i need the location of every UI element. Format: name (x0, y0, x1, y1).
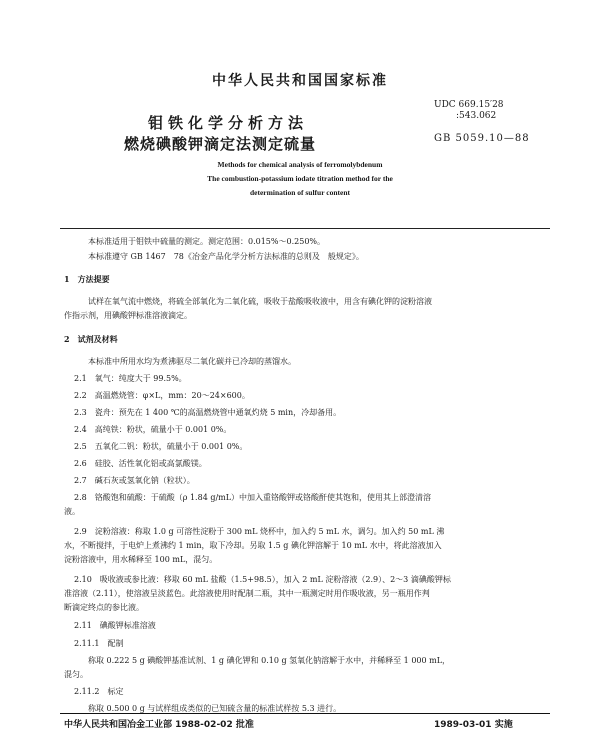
approval-note: 中华人民共和国冶金工业部 1988-02-02 批准 (64, 720, 254, 730)
udc-code: UDC 669.15′28 (434, 100, 504, 110)
english-title-line3: determination of sulfur content (249, 188, 351, 197)
item-2-5: 2.5 五氧化二钒：粉状，硫量小于 0.001 0%。 (74, 442, 248, 451)
item-2-9-cont2: 淀粉溶液中，用水稀释至 100 mL，混匀。 (64, 555, 218, 564)
english-title-line1: Methods for chemical analysis of ferromolybdenum (217, 160, 383, 169)
footer-divider (60, 713, 550, 714)
compliance-paragraph: 本标准遵守 GB 1467 78《冶金产品化学分析方法标准的总则及 般规定》。 (88, 252, 364, 261)
item-2-6: 2.6 硅胶、活性氧化铝或高氯酸镁。 (74, 459, 207, 468)
section-1-text-cont: 作指示剂，用碘酸钾标准溶液滴定。 (64, 311, 192, 320)
item-2-10-cont1: 准溶液（2.11），使溶液呈淡蓝色。此溶液使用时配制二瓶，其中一瓶测定时用作吸收液，另一瓶用作判 (64, 589, 430, 598)
item-2-3: 2.3 瓷舟：预先在 1 400 ℃的高温燃烧管中通氧灼烧 5 min，冷却备用。 (74, 408, 342, 417)
item-2-11-1-text: 称取 0.222 5 g 碘酸钾基准试剂、1 g 碘化钾和 0.10 g 氢氧化钠溶解于水中，并稀释至 1 000 mL， (88, 656, 451, 665)
country-standard-title: 中华人民共和国国家标准 (212, 73, 388, 89)
udc-code-continued: :543.062 (456, 111, 497, 121)
item-2-10: 2.10 吸收液或参比液：移取 60 mL 盐酸（1.5+98.5），加入 2 mL 淀粉溶液（2.9）、2～3 滴碘酸钾标 (74, 575, 451, 584)
item-2-1: 2.1 氧气：纯度大于 99.5%。 (74, 374, 187, 383)
item-2-8: 2.8 铬酸饱和硫酸：于硫酸（ρ 1.84 g/mL）中加入重铬酸钾或铬酸酐使其饱和，使用其上部澄清溶 (74, 493, 432, 502)
english-title-line2: The combustion-potassium iodate titration method for the (207, 174, 393, 183)
section-1-heading: 1 方法提要 (64, 274, 110, 284)
item-2-11-1-text-cont: 混匀。 (64, 670, 88, 679)
item-2-11: 2.11 碘酸钾标准溶液 (74, 621, 156, 630)
header-divider (60, 228, 550, 229)
standard-title-line2: 燃烧碘酸钾滴定法测定硫量 (124, 135, 317, 153)
item-2-4: 2.4 高纯铁：粉状，硫量小于 0.001 0%。 (74, 425, 232, 434)
section-2-intro: 本标准中所用水均为煮沸驱尽二氧化碳并已冷却的蒸馏水。 (88, 357, 296, 366)
item-2-7: 2.7 碱石灰或氢氧化钠（粒状）。 (74, 476, 195, 485)
item-2-8-cont: 液。 (64, 507, 80, 516)
standard-title-line1: 钼铁化学分析方法 (148, 114, 309, 132)
item-2-11-2: 2.11.2 标定 (74, 687, 124, 696)
section-2-heading: 2 试剂及材料 (64, 334, 118, 344)
item-2-11-2-text: 称取 0.500 0 g 与试样组成类似的已知硫含量的标准试样按 5.3 进行。 (88, 704, 342, 713)
item-2-2: 2.2 高温燃烧管：φ×L，mm：20～24×600。 (74, 391, 250, 400)
gb-number: GB 5059.10—88 (434, 133, 530, 144)
item-2-11-1: 2.11.1 配制 (74, 639, 124, 648)
item-2-10-cont2: 断滴定终点的参比液。 (64, 603, 144, 612)
section-1-text: 试样在氧气流中燃烧，将硫全部氧化为二氧化硫，吸收于盐酸吸收液中，用含有碘化钾的淀粉溶液 (88, 297, 432, 306)
item-2-9: 2.9 淀粉溶液：称取 1.0 g 可溶性淀粉于 300 mL 烧杯中，加入约 5 mL 水，调匀。加入约 50 mL 沸 (74, 527, 445, 536)
item-2-9-cont1: 水，不断搅拌，于电炉上煮沸约 1 min，取下冷却。另取 1.5 g 碘化钾溶解于 10 mL 水中，将此溶液加入 (64, 541, 442, 550)
scope-paragraph: 本标准适用于钼铁中硫量的测定。测定范围：0.015%～0.250%。 (88, 237, 326, 246)
effective-date: 1989-03-01 实施 (434, 720, 513, 730)
